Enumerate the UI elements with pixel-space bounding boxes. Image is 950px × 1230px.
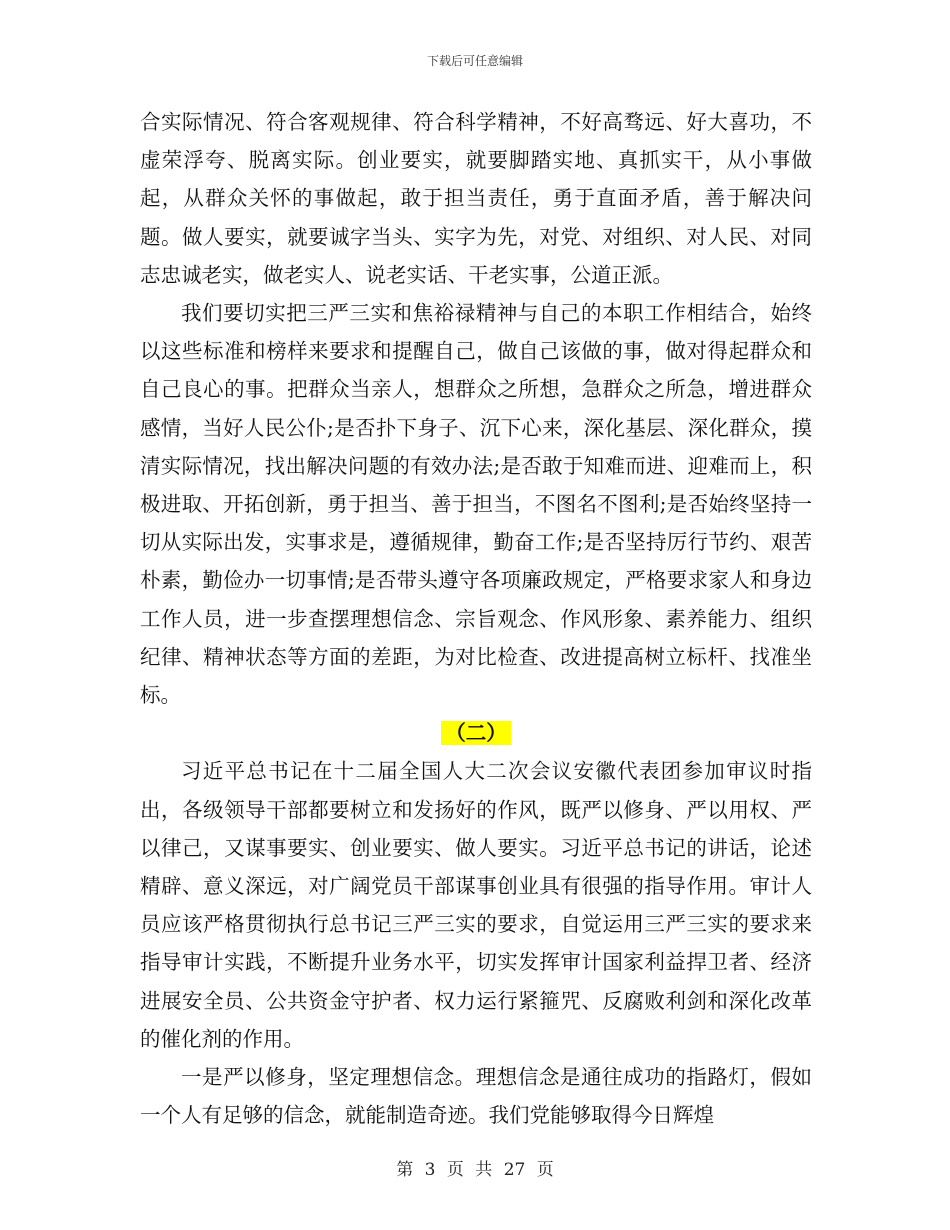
paragraph-continued: 合实际情况、符合客观规律、符合科学精神，不好高骛远、好大喜功，不虚荣浮夸、脱离实际。创业要实，就要脚踏实地、真抓实干，从小事做起，从群众关怀的事做起，敢于担当责任，勇于直面矛盾，善于解决问题。做人要实，就要诚字当头、实字为先，对党、对组织、对人民、对同志忠诚老实，做老实人、说老实话、干老实事，公道正派。 xyxy=(140,110,812,287)
paragraph-4: 一是严以修身，坚定理想信念。理想信念是通往成功的指路灯，假如一个人有足够的信念，就能制造奇迹。我们党能够取得今日辉煌 xyxy=(140,1065,812,1128)
page-footer: 第 3 页 共 27 页 xyxy=(396,1160,554,1180)
paragraph-2: 我们要切实把三严三实和焦裕禄精神与自己的本职工作相结合，始终以这些标准和榜样来要求和提醒自己，做自己该做的事，做对得起群众和自己良心的事。把群众当亲人，想群众之所想，急群众之所急，增进群众感情，当好人民公仆;是否扑下身子、沉下心来，深化基层、深化群众，摸清实际情况，找出解决问题的有效办法;是否敢于知难而进、迎难而上，积极进取、开拓创新，勇于担当、善于担当，不图名不图利;是否始终坚持一切从实际出发，实事求是，遵循规律，勤奋工作;是否坚持厉行节约、艰苦朴素，勤俭办一切事情;是否带头遵守各项廉政规定，严格要求家人和身边工作人员，进一步查摆理想信念、宗旨观念、作风形象、素养能力、组织纪律、精神状态等方面的差距，为对比检查、改进提高树立标杆、找准坐标。 xyxy=(140,301,812,708)
section-heading-highlight: （二） xyxy=(441,721,511,745)
page-header: 下载后可任意编辑 xyxy=(426,54,523,68)
document-body xyxy=(140,103,812,1134)
section-heading xyxy=(140,714,812,752)
paragraph-3: 习近平总书记在十二届全国人大二次会议安徽代表团参加审议时指出，各级领导干部都要树立和发扬好的作风，既严以修身、严以用权、严以律己，又谋事要实、创业要实、做人要实。习近平总书记的讲话，论述精辟、意义深远，对广阔党员干部谋事创业具有很强的指导作用。审计人员应该严格贯彻执行总书记三严三实的要求，自觉运用三严三实的要求来指导审计实践，不断提升业务水平，切实发挥审计国家利益捍卫者、经济进展安全员、公共资金守护者、权力运行紧箍咒、反腐败利剑和深化改革的催化剂的作用。 xyxy=(140,759,812,1051)
